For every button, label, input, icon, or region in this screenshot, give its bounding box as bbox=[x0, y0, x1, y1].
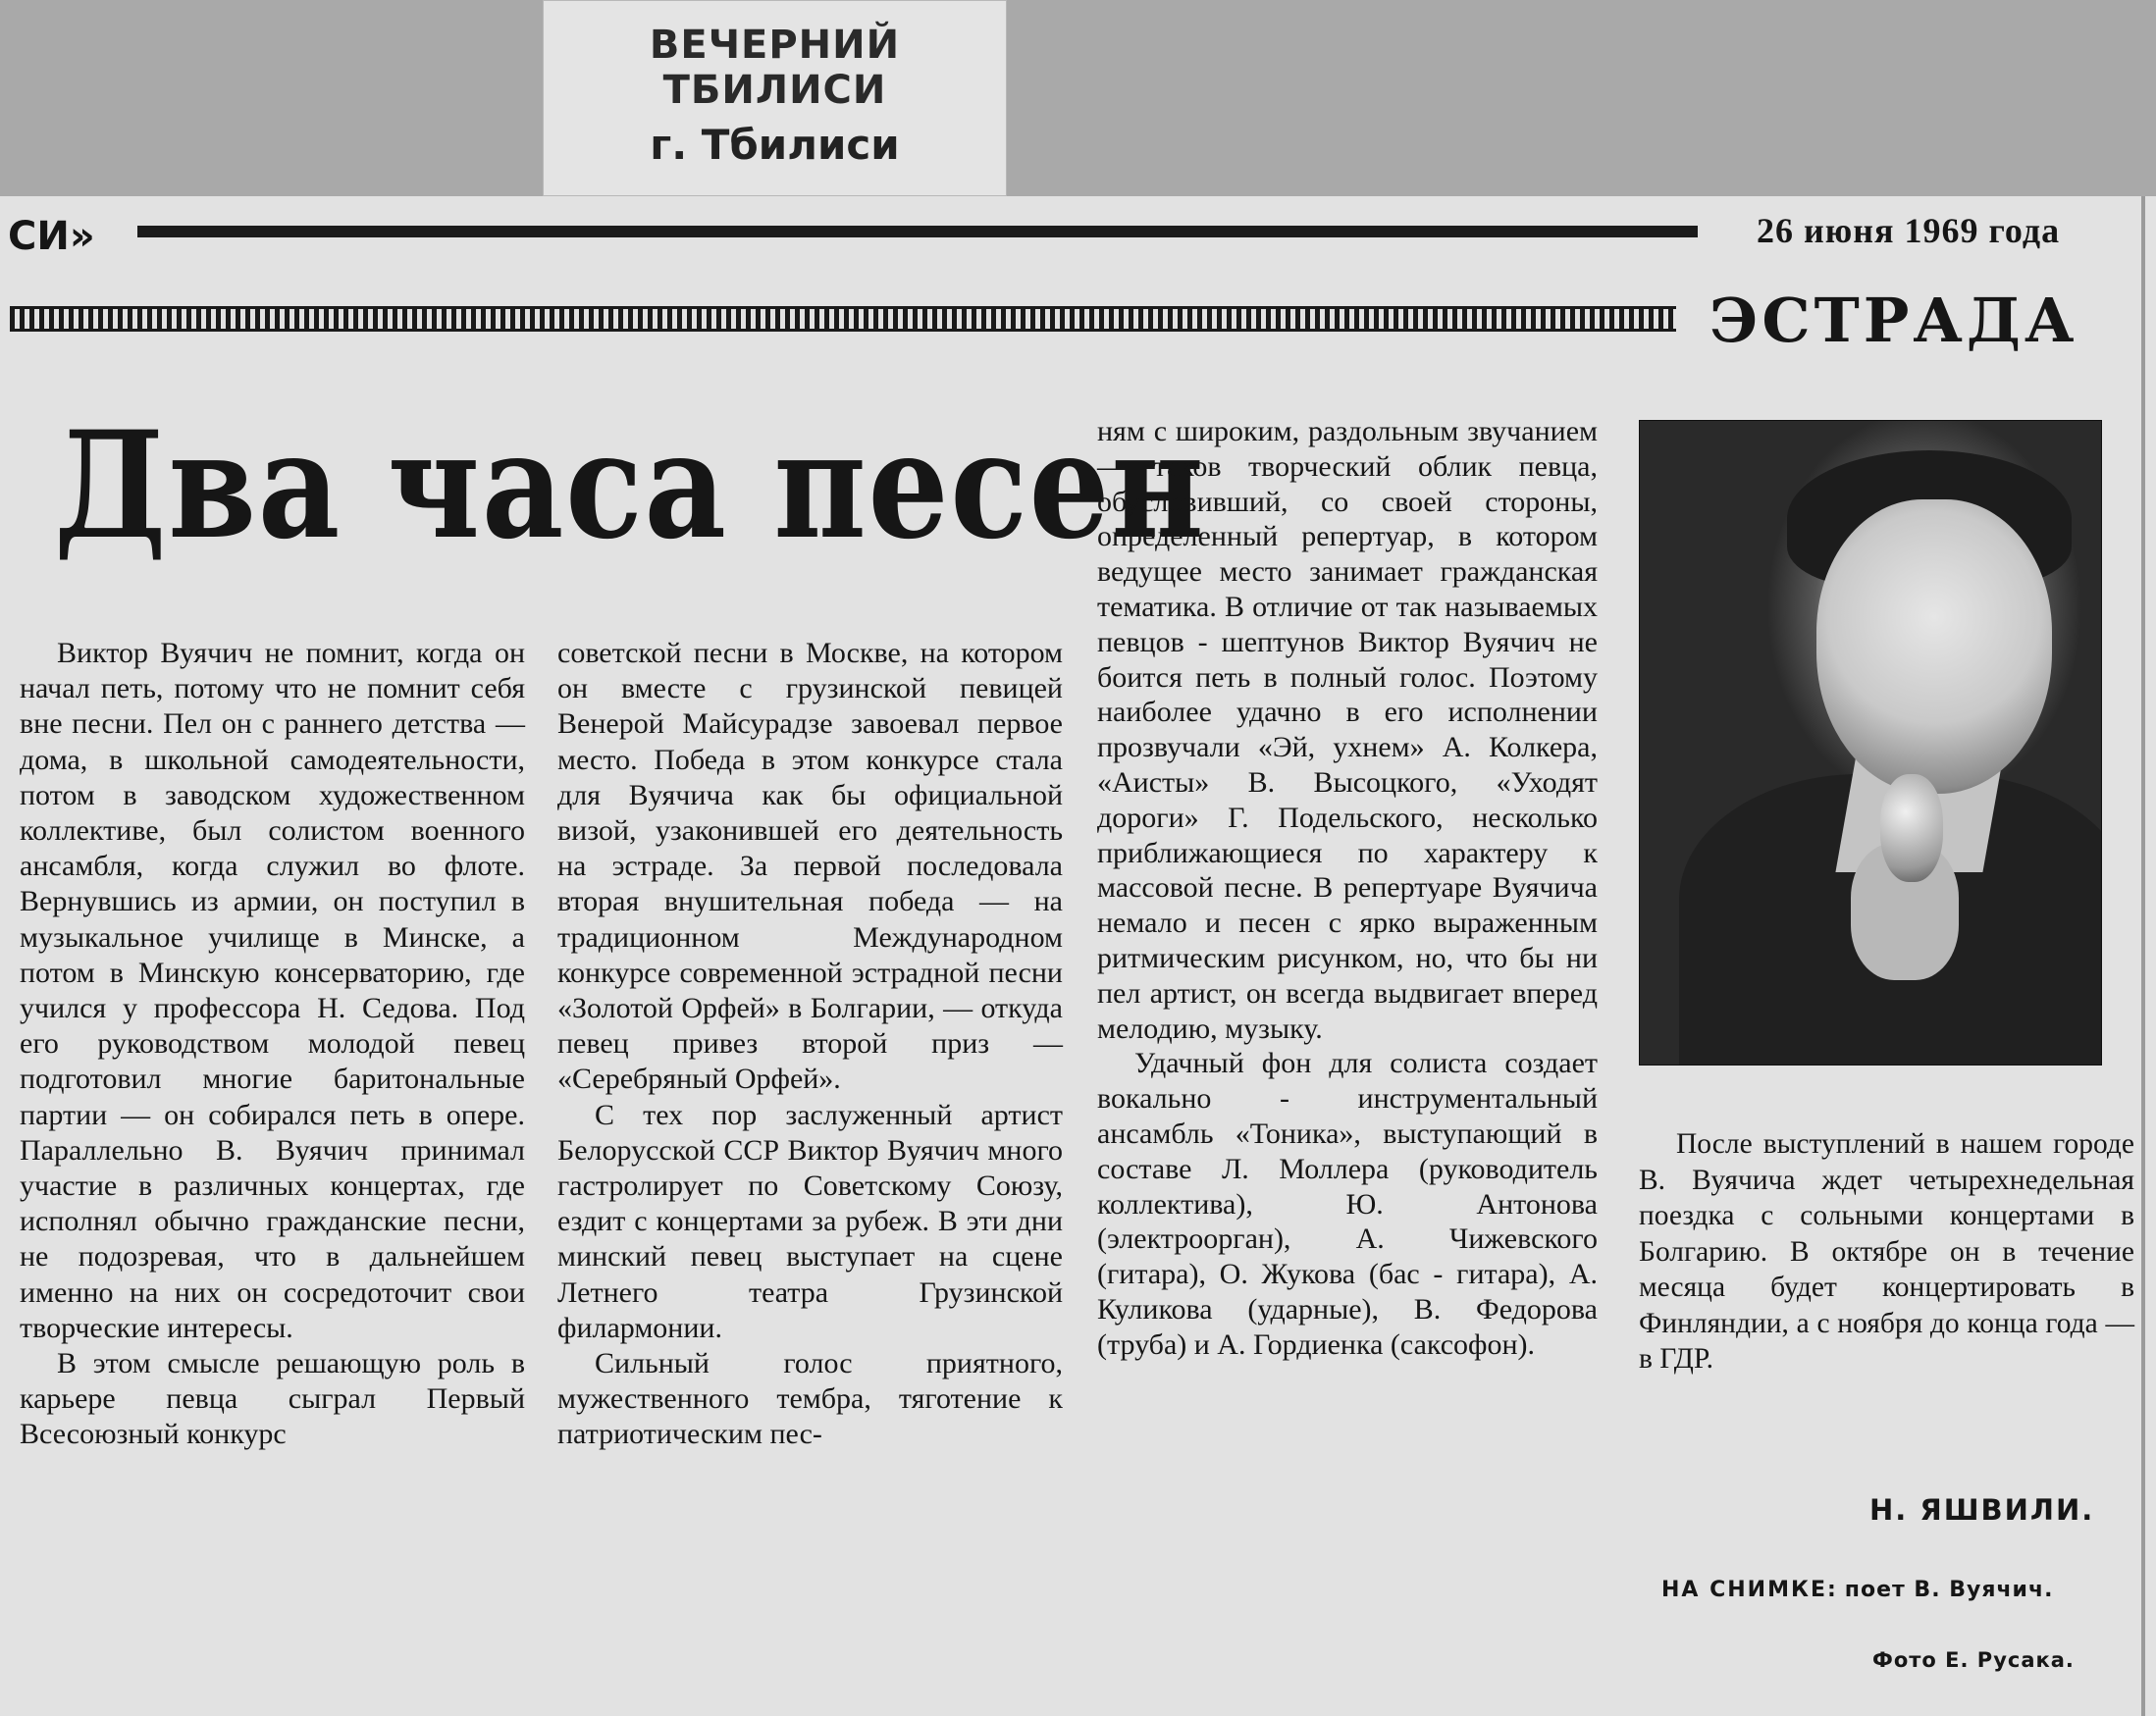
article-column-3 bbox=[1097, 414, 1598, 1363]
rubric-hatch-rule bbox=[10, 306, 1676, 332]
masthead-rule bbox=[137, 226, 1698, 237]
paragraph: После выступлений в нашем городе В. Вуячича ждет четырехнедельная поездка с сольными концертами в Болгарию. В октябре он в течение месяца будет концертировать в Финляндии, а с ноября до конца года — в ГДР. bbox=[1639, 1128, 2134, 1375]
masthead-fragment: СИ» bbox=[8, 214, 95, 259]
paragraph: ням с широким, раздольным звучанием — таков творческий облик певца, обусловивший, со своей стороны, определенный репертуар, в котором ведущее место занимает гражданская тематика. В отличие от так называемых певцов - шептунов Виктор Вуячич не боится петь в полный голос. Поэтому наиболее удачно в его исполнении прозвучали «Эй, ухнем» А. Колкера, «Аисты» В. Высоцкого, «Уходят дороги» Г. Подельского, несколько приближающиеся по характеру к массовой песне. В репертуаре Вуячича немало и песен с ярко выраженным ритмическим рисунком, но, что бы ни пел артист, он всегда выдвигает вперед мелодию, музыку. bbox=[1097, 415, 1598, 1045]
paragraph: С тех пор заслуженный артист Белорусской ССР Виктор Вуячич много гастролирует по Советскому Союзу, ездит с концертами за рубеж. В эти дни минский певец выступает на сцене Летнего театра Грузинской филармонии. bbox=[557, 1098, 1063, 1344]
paper-edge bbox=[2141, 196, 2145, 1716]
article-column-1 bbox=[20, 636, 525, 1453]
paragraph: Виктор Вуячич не помнит, когда он начал петь, потому что не помнит себя вне песни. Пел он с раннего детства — дома, в школьной самодеятельности, потом в заводском художественном коллективе, был солистом военного ансамбля, когда служил во флоте. Вернувшись из армии, он поступил в музыкальное училище в Минске, а потом в Минскую консерваторию, где учился у профессора Н. Седова. Под его руководством молодой певец подготовил многие баритональные партии — он собирался петь в опере. Параллельно В. Вуячич принимал участие в различных концертах, где исполнял обычно гражданские песни, не подозревая, что в дальнейшем именно на них он сосредоточит свои творческие интересы. bbox=[20, 637, 525, 1344]
stamp-city: г. Тбилиси bbox=[650, 121, 900, 169]
issue-date: 26 июня 1969 года bbox=[1757, 211, 2061, 250]
paragraph: В этом смысле решающую роль в карьере певца сыграл Первый Всесоюзный конкурс bbox=[20, 1347, 525, 1451]
article-author: Н. ЯШВИЛИ. bbox=[1869, 1493, 2095, 1527]
background-board bbox=[0, 0, 2156, 206]
paragraph: советской песни в Москве, на котором он вместе с грузинской певицей Венерой Майсурадзе завоевал первое место. Победа в этом конкурсе стала для Вуячича как бы официальной визой, узаконившей его деятельность на эстраде. За первой последовала вторая внушительная победа — на традиционном Международном конкурсе современной эстрадной песни «Золотой Орфей» в Болгарии, — откуда певец привез второй приз — «Серебряный Орфей». bbox=[557, 637, 1063, 1096]
article-headline: Два часа песен bbox=[54, 399, 1206, 572]
caption-text: поет В. Вуячич. bbox=[1844, 1578, 2054, 1602]
source-stamp bbox=[543, 0, 1007, 196]
article-column-2 bbox=[557, 636, 1063, 1453]
photo-caption bbox=[1661, 1578, 2053, 1602]
rubric-title: ЭСТРАДА bbox=[1709, 285, 2078, 356]
singer-photo bbox=[1639, 420, 2102, 1066]
article-column-4 bbox=[1639, 1126, 2134, 1378]
photo-face bbox=[1816, 499, 2052, 794]
microphone-icon bbox=[1880, 774, 1943, 882]
masthead-strip bbox=[0, 210, 2156, 259]
paragraph: Сильный голос приятного, мужественного тембра, тяготение к патриотическим пес- bbox=[557, 1347, 1063, 1451]
photo-credit: Фото Е. Русака. bbox=[1872, 1648, 2075, 1672]
paragraph: Удачный фон для солиста создает вокально - инструментальный ансамбль «Тоника», выступающий в составе Л. Моллера (руководитель коллектива), Ю. Антонова (электроорган), А. Чижевского (гитара), О. Жукова (бас - гитара), А. Куликова (ударные), В. Федорова (труба) и А. Гордиенка (саксофон). bbox=[1097, 1047, 1598, 1361]
stamp-newspaper: ВЕЧЕРНИЙ ТБИЛИСИ bbox=[649, 23, 901, 113]
caption-label: НА СНИМКЕ: bbox=[1661, 1578, 1838, 1602]
